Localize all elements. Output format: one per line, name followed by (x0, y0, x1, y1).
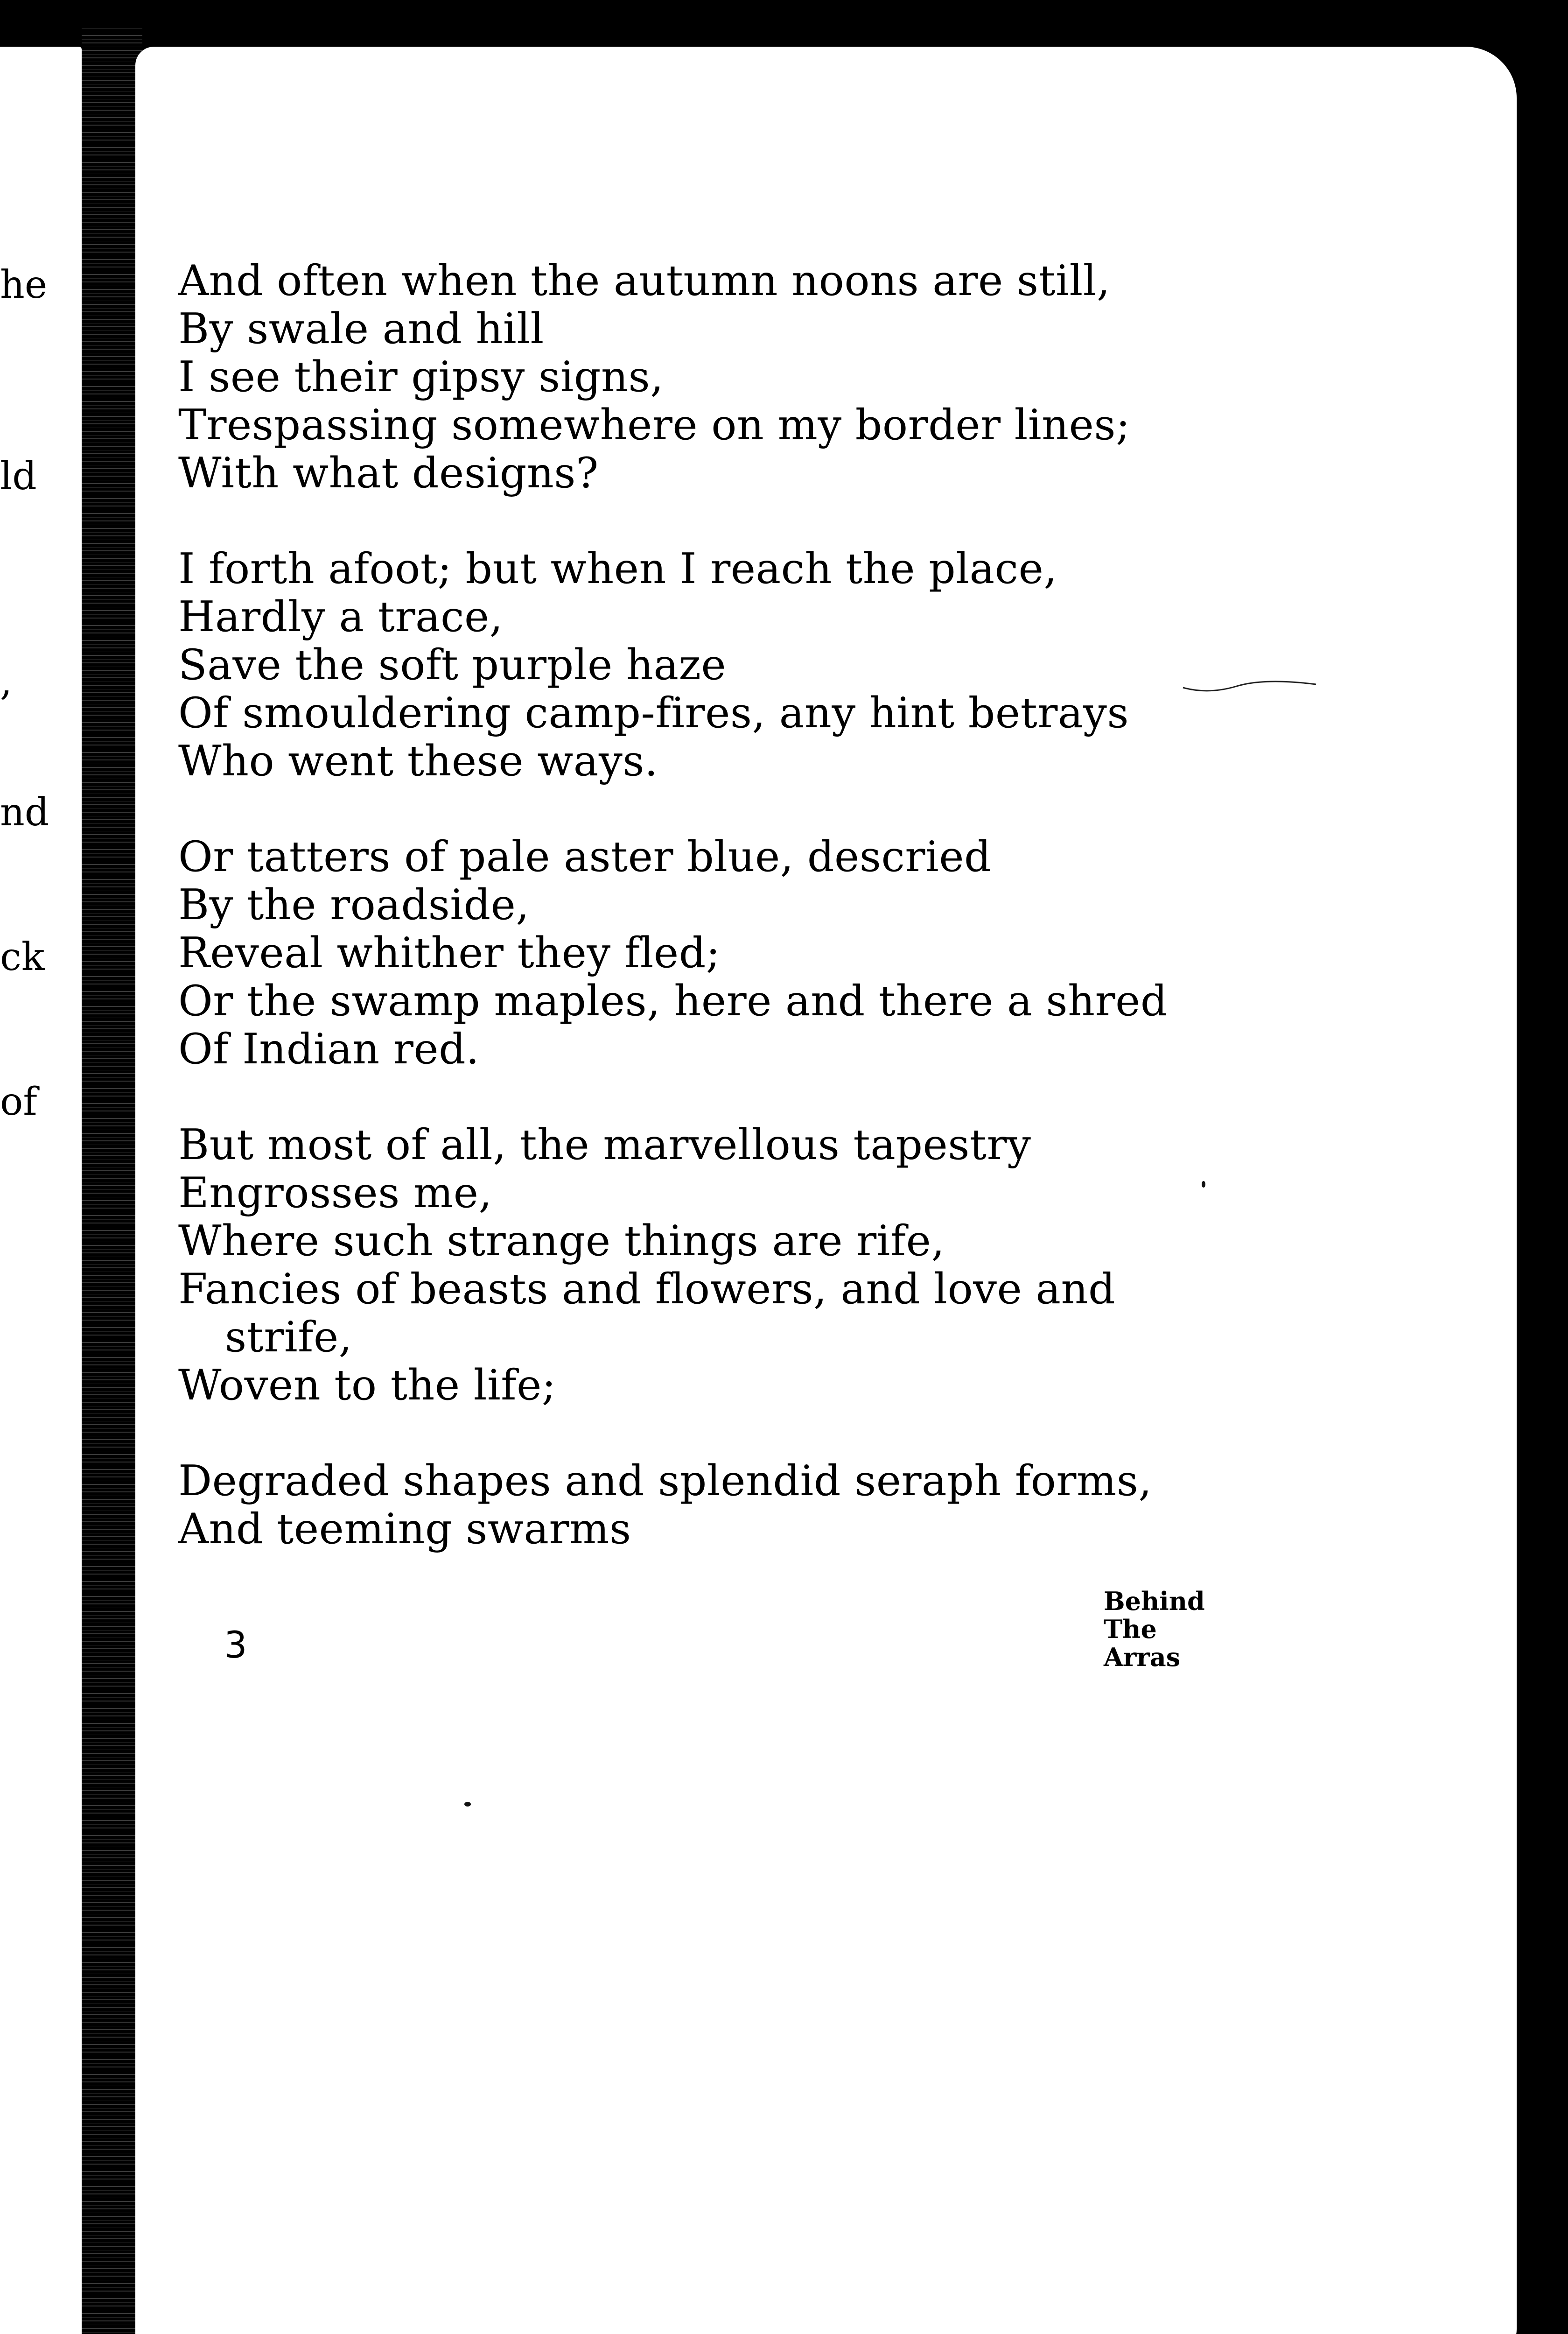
poem-line: Hardly a trace, (178, 592, 503, 641)
running-title (1104, 1587, 1205, 1671)
running-title-line: Behind (1104, 1586, 1205, 1616)
poem-line: Trespassing somewhere on my border lines; (178, 401, 1130, 450)
poem-line: Or the swamp maples, here and there a shred (178, 977, 1168, 1026)
poem-line: And often when the autumn noons are still, (178, 256, 1111, 305)
poem-line: Degraded shapes and splendid seraph forms, (178, 1456, 1152, 1505)
scan-speck (1202, 1181, 1205, 1188)
facing-page-fragment: of (0, 1080, 37, 1124)
poem-line: By the roadside, (178, 880, 530, 929)
poem-body (178, 257, 1438, 1601)
poem-line: Save the soft purple haze (178, 640, 727, 689)
stanza (178, 257, 1438, 497)
poem-line: And teeming swarms (178, 1504, 631, 1554)
running-title-line: Arras (1104, 1642, 1181, 1672)
facing-page-fragment: ld (0, 454, 37, 499)
binding-gutter (82, 28, 142, 2334)
facing-page-fragment: nd (0, 790, 49, 835)
poem-line: Of Indian red. (178, 1025, 480, 1074)
stanza (178, 1457, 1438, 1553)
stanza (178, 1121, 1438, 1409)
poem-line: Where such strange things are rife, (178, 1216, 945, 1265)
stanza (178, 545, 1438, 785)
poem-line: Engrosses me, (178, 1168, 492, 1217)
page-number: 3 (224, 1624, 247, 1666)
facing-page-fragment: he (0, 263, 48, 307)
poem-line: By swale and hill (178, 304, 544, 353)
poem-line: Who went these ways. (178, 737, 658, 786)
facing-page-edge (0, 47, 82, 2334)
poem-line: strife, (225, 1313, 352, 1362)
poem-line: Woven to the life; (178, 1361, 556, 1410)
poem-line: But most of all, the marvellous tapestry (178, 1120, 1031, 1169)
poem-line: Reveal whither they fled; (178, 928, 721, 977)
book-page (135, 47, 1517, 2334)
facing-page-fragment: , (0, 660, 13, 704)
poem-line: I see their gipsy signs, (178, 352, 664, 401)
poem-line: I forth afoot; but when I reach the place, (178, 544, 1057, 593)
poem-line: With what designs? (178, 449, 599, 498)
running-title-line: The (1104, 1614, 1157, 1644)
stanza (178, 833, 1438, 1073)
scan-speck (464, 1802, 471, 1807)
poem-line: Or tatters of pale aster blue, descried (178, 832, 992, 881)
poem-line: Of smouldering camp-fires, any hint betrays (178, 689, 1129, 738)
facing-page-fragment: ck (0, 935, 45, 979)
poem-line: Fancies of beasts and flowers, and love and (178, 1265, 1116, 1314)
scan-scratch-mark (1181, 681, 1321, 695)
